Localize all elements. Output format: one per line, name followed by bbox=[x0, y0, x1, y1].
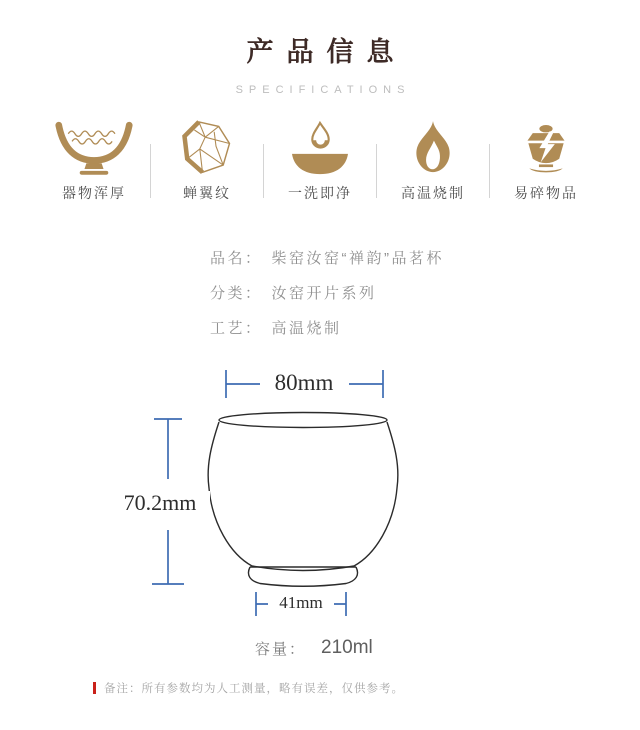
dimension-top-width: 80mm bbox=[262, 370, 346, 395]
feature-rinse-clean bbox=[264, 121, 376, 200]
feature-cicada-wing-crackle bbox=[151, 121, 263, 200]
page-subtitle: SPECIFICATIONS bbox=[235, 84, 411, 96]
feature-label: 器物浑厚 bbox=[62, 185, 126, 201]
product-details bbox=[210, 240, 444, 345]
detail-value: 汝窑开片系列 bbox=[271, 285, 377, 302]
fragile-cup-icon bbox=[516, 121, 576, 177]
detail-row-craft bbox=[210, 310, 444, 345]
feature-label: 高温烧制 bbox=[401, 185, 465, 201]
capacity-label: 容量： bbox=[255, 640, 307, 658]
footnote-text: 备注：所有参数均为人工测量，略有误差，仅供参考。 bbox=[104, 683, 404, 695]
cup-dimension-diagram bbox=[0, 358, 640, 630]
red-accent-bar bbox=[93, 682, 96, 694]
feature-thick-vessel bbox=[38, 121, 150, 200]
detail-label: 品名： bbox=[210, 250, 263, 267]
feature-label: 蝉翼纹 bbox=[183, 185, 231, 201]
capacity-value: 210ml bbox=[321, 637, 373, 658]
detail-value: 柴窑汝窑“禅韵”品茗杯 bbox=[271, 250, 445, 267]
detail-row-name bbox=[210, 240, 444, 275]
page-title: 产品信息 bbox=[246, 37, 407, 67]
flame-icon bbox=[408, 121, 458, 177]
feature-label: 易碎物品 bbox=[514, 185, 578, 201]
feature-fragile-item bbox=[490, 121, 602, 200]
header bbox=[0, 30, 640, 96]
detail-label: 分类： bbox=[210, 285, 263, 302]
detail-label: 工艺： bbox=[210, 320, 263, 337]
feature-high-temp-fired bbox=[377, 121, 489, 200]
capacity-row bbox=[255, 637, 373, 659]
disclaimer-footnote bbox=[93, 680, 404, 696]
feature-label: 一洗即净 bbox=[288, 185, 352, 201]
rinse-clean-icon bbox=[289, 121, 351, 177]
cup-outline-drawing bbox=[0, 358, 640, 630]
crackle-glaze-icon bbox=[180, 121, 234, 177]
detail-value: 高温烧制 bbox=[271, 320, 342, 337]
feature-row bbox=[38, 118, 602, 200]
bowl-waves-icon bbox=[54, 121, 134, 177]
dimension-base-width: 41mm bbox=[268, 594, 334, 613]
dimension-height: 70.2mm bbox=[110, 491, 210, 515]
detail-row-category bbox=[210, 275, 444, 310]
